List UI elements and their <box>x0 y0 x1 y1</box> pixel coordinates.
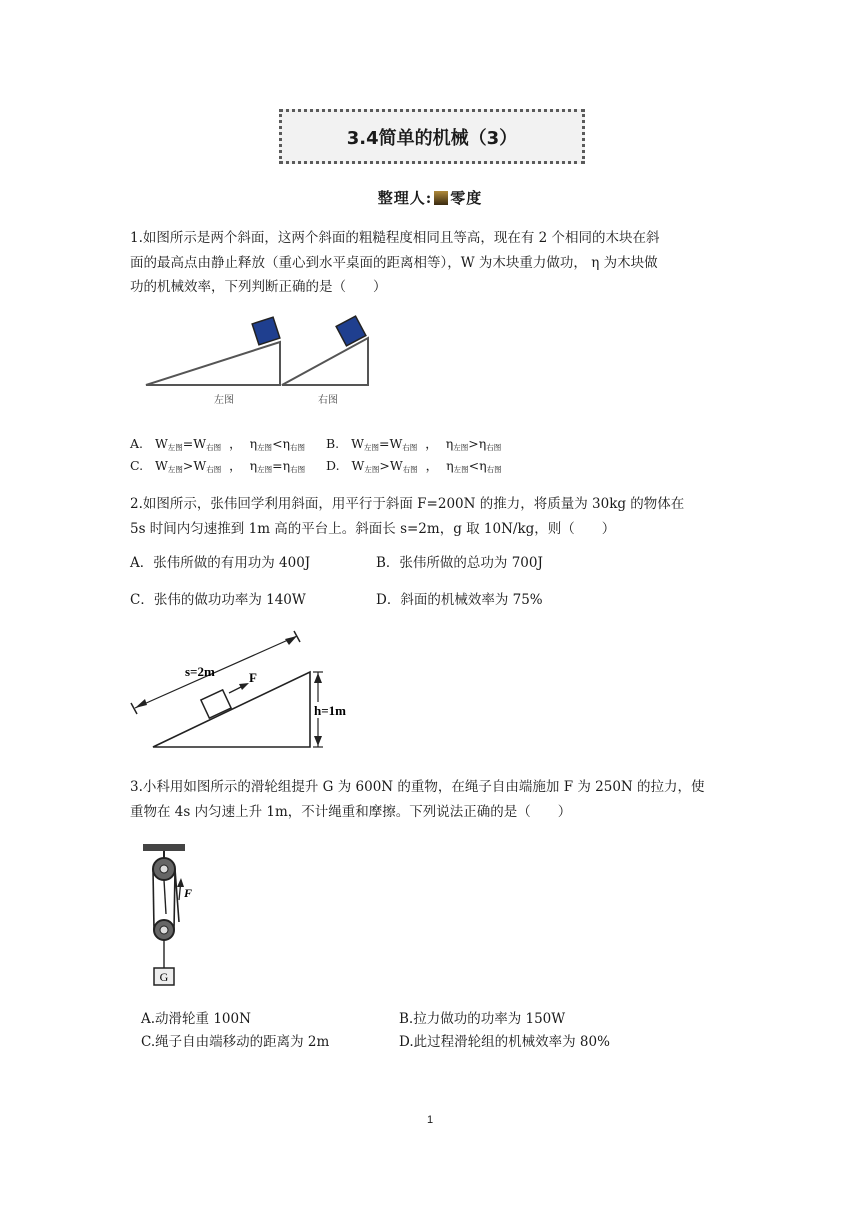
page-title: 3.4简单的机械（3） <box>346 127 518 149</box>
organizer-name: 零度 <box>450 189 483 207</box>
right-incline <box>282 338 368 385</box>
q2-line-2: 5s 时间内匀速推到 1m 高的平台上。斜面长 s=2m，g 取 10N/kg，则（ ） <box>130 520 616 537</box>
fig-label-right: 右图 <box>318 395 338 406</box>
height-arrow-head-bottom <box>314 736 322 746</box>
length-arrow-head-right <box>285 636 297 645</box>
q2-option-d: D．斜面的机械效率为 75% <box>376 592 543 608</box>
force-arrow-head <box>239 683 249 690</box>
q3-option-d: D.此过程滑轮组的机械效率为 80% <box>399 1034 610 1050</box>
q3-line-2: 重物在 4s 内匀速上升 1m，不计绳重和摩擦。下列说法正确的是（ ） <box>130 803 572 820</box>
rope-left <box>153 869 154 930</box>
q1-line-2: 面的最高点由静止释放（重心到水平桌面的距离相等），W 为木块重力做功， η 为木块做 <box>130 254 658 271</box>
object-block <box>201 690 231 718</box>
question-2 <box>130 492 750 541</box>
rope-free-end <box>175 869 179 922</box>
q2-option-b: B．张伟所做的总功为 700J <box>376 555 543 571</box>
ceiling-support <box>143 844 185 851</box>
fig-label-s: s=2m <box>185 664 215 679</box>
movable-pulley-axle <box>160 926 168 934</box>
height-arrow-head-top <box>314 673 322 683</box>
q3-option-b: B.拉力做功的功率为 150W <box>399 1011 566 1027</box>
fig-label-f: F <box>184 886 193 900</box>
q3-option-a: A.动滑轮重 100N <box>141 1011 251 1027</box>
q1-option-a: A. $W_{左图}=W_{右图}$ ， $\eta_{左图}<\eta_{右图}$ <box>130 436 306 452</box>
q1-line-3: 功的机械效率，下列判断正确的是（ ） <box>130 279 387 295</box>
q2-line-1: 2.如图所示，张伟回学利用斜面，用平行于斜面 F=200N 的推力，将质量为 30kg 的物体在 <box>130 496 685 512</box>
question-1 <box>130 226 750 300</box>
q1-figure <box>140 312 380 412</box>
q2-figure <box>125 630 365 754</box>
q1-option-c: C. $W_{左图}>W_{右图}$ ， $\eta_{左图}=\eta_{右图}$ <box>130 458 306 474</box>
fixed-pulley-axle <box>160 865 168 873</box>
q1-line-1: 1.如图所示是两个斜面，这两个斜面的粗糙程度相同且等高，现在有 2 个相同的木块在斜 <box>130 230 660 246</box>
length-tick-left <box>131 703 137 714</box>
length-arrow-head-left <box>135 699 147 708</box>
organizer-line <box>0 187 860 208</box>
left-block <box>252 317 280 345</box>
q3-line-1: 3.小科用如图所示的滑轮组提升 G 为 600N 的重物，在绳子自由端施加 F 为 250N 的拉力，使 <box>130 779 705 795</box>
left-incline <box>146 342 280 385</box>
q3-figure <box>135 840 215 990</box>
q3-option-c: C.绳子自由端移动的距离为 2m <box>141 1034 330 1050</box>
question-3 <box>130 775 750 824</box>
rope-middle <box>174 869 175 930</box>
q1-option-b: B. $W_{左图}=W_{右图}$ ， $\eta_{左图}>\eta_{右图}$ <box>326 436 502 452</box>
q1-option-d: D. $W_{左图}>W_{右图}$ ， $\eta_{左图}<\eta_{右图}$ <box>326 458 502 474</box>
fig-label-g: G <box>159 970 169 984</box>
fig-label-f: F <box>249 670 257 685</box>
q2-option-a: A．张伟所做的有用功为 400J <box>130 555 311 571</box>
fig-label-left: 左图 <box>214 395 234 406</box>
page-number: 1 <box>426 1114 434 1126</box>
rope-connector <box>164 880 166 914</box>
incline <box>153 672 310 747</box>
title-box <box>279 109 585 164</box>
pull-force-arrow-head <box>177 878 184 887</box>
fig-label-h: h=1m <box>314 703 346 718</box>
organizer-avatar-icon <box>434 191 448 205</box>
organizer-label: 整理人: <box>377 189 433 207</box>
q2-option-c: C．张伟的做功功率为 140W <box>130 592 306 608</box>
